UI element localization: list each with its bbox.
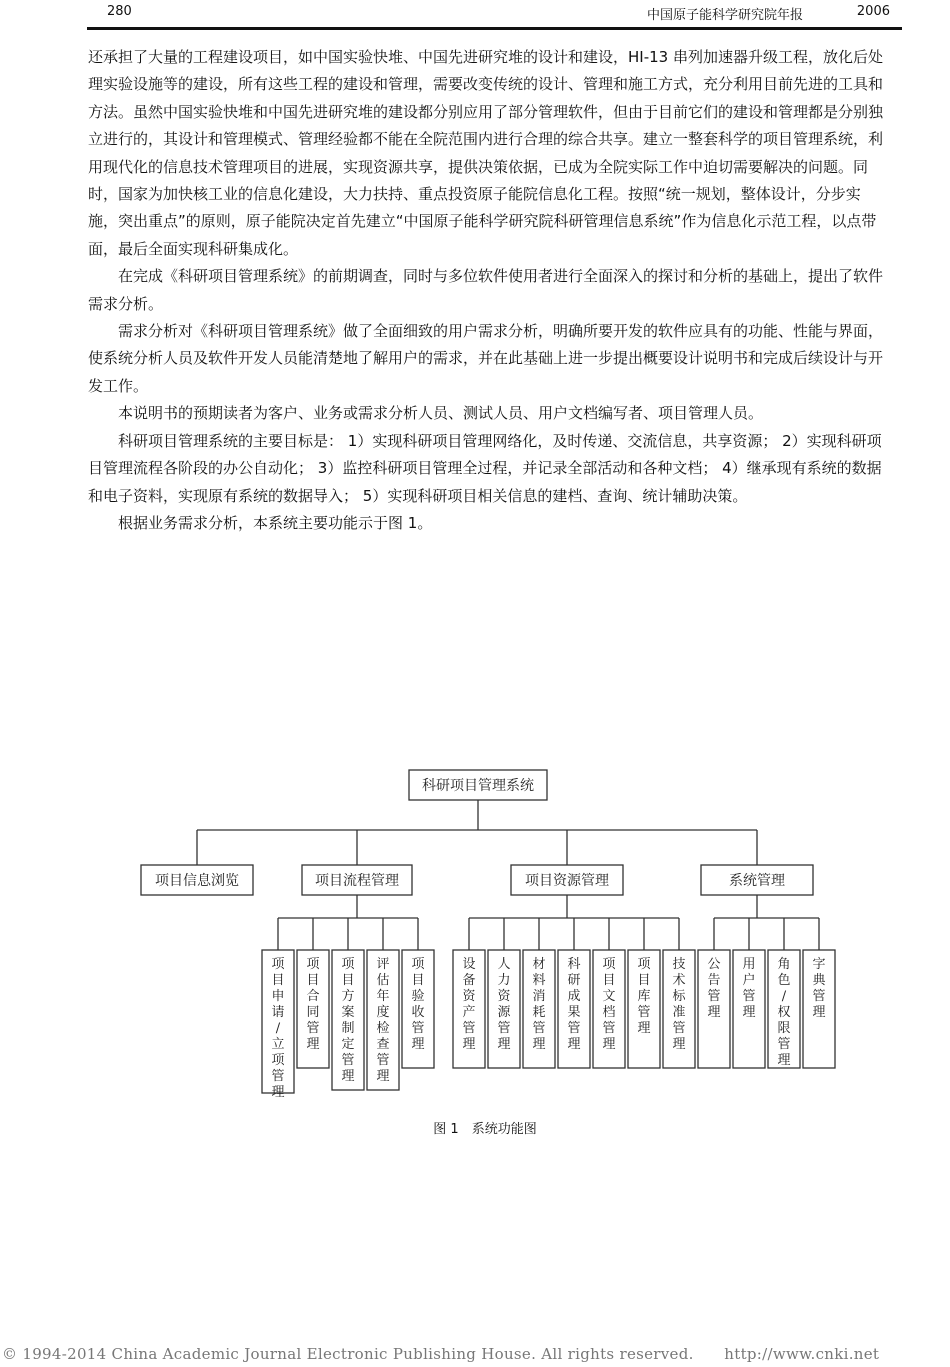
- paragraph: 根据业务需求分析，本系统主要功能示于图 1。: [118, 513, 433, 532]
- leaf-node-label: 设备资产管理: [462, 957, 476, 1052]
- journal-year: 2006: [856, 4, 890, 19]
- level1-node-label: 系统管理: [729, 873, 785, 889]
- figure-caption: 图 1 系统功能图: [433, 1122, 537, 1137]
- leaf-node-label: 用户管理: [742, 957, 756, 1020]
- paragraph: 还承担了大量的工程建设项目，如中国实验快堆、中国先进研究堆的设计和建设，HI-13 串列加速器升级工程，放化后处理实验设施等的建设，所有这些工程的建设和管理，需要改变传统的设计、管理和施工方式，充分利用目前先进的工具和方法。虽然中国实验快堆和中国先进研究堆的建设都分别应用了部分管理软件，但由于目前它们的建设和管理都是分别独立进行的，其设计和管理模式、管理经验都不能在全院范围内进行合理的综合共享。建立一整套科学的项目管理系统，利用现代化的信息技术管理项目的进展，实现资源共享，提供决策依据，已成为全院实际工作中迫切需要解决的问题。同时，国家为加快核工业的信息化建设，大力扶持、重点投资原子能院信息化工程。按照“统一规划，整体设计，分步实施，突出重点”的原则，原子能院决定首先建立“中国原子能科学研究院科研管理信息系统”作为信息化示范工程，以点带面，最后全面实现科研集成化。: [88, 48, 884, 258]
- leaf-node-label: 字典管理: [812, 957, 826, 1020]
- journal-name: 中国原子能科学研究院年报: [647, 8, 804, 23]
- leaf-node-label: 项目申请/立项管理: [271, 957, 285, 1100]
- paragraph: 需求分析对《科研项目管理系统》做了全面细致的用户需求分析，明确所要开发的软件应具有的功能、性能与界面，使系统分析人员及软件开发人员能清楚地了解用户的需求，并在此基础上进一步提出概要设计说明书和完成后续设计与开发工作。: [88, 322, 884, 395]
- header-rule: [87, 27, 902, 30]
- leaf-node-label: 人力资源管理: [497, 957, 511, 1052]
- level1-node-label: 项目资源管理: [525, 873, 609, 889]
- paragraph: 本说明书的预期读者为客户、业务或需求分析人员、测试人员、用户文档编写者、项目管理人员。: [118, 404, 764, 423]
- paragraph: 在完成《科研项目管理系统》的前期调查，同时与多位软件使用者进行全面深入的探讨和分析的基础上，提出了软件需求分析。: [88, 267, 884, 313]
- leaf-node-label: 技术标准管理: [672, 957, 686, 1052]
- leaf-node-label: 材料消耗管理: [532, 957, 546, 1052]
- level1-node-label: 项目信息浏览: [155, 873, 239, 889]
- leaf-node-label: 角色/权限管理: [777, 957, 791, 1068]
- root-node-label: 科研项目管理系统: [422, 778, 534, 794]
- paragraph: 科研项目管理系统的主要目标是： 1）实现科研项目管理网络化，及时传递、交流信息，共享资源； 2）实现科研项目管理流程各阶段的办公自动化； 3）监控科研项目管理全过程，并记录全部活动和各种文档； 4）继承现有系统的数据和电子资料，实现原有系统的数据导入； 5）实现科研项目相关信息的建档、查询、统计辅助决策。: [88, 431, 882, 505]
- leaf-node-label: 项目库管理: [637, 957, 651, 1036]
- leaf-node-label: 项目验收管理: [411, 957, 425, 1052]
- body-text: [88, 44, 888, 537]
- level1-node-label: 项目流程管理: [315, 873, 399, 889]
- copyright-footer: [0, 1343, 950, 1364]
- page-header: [87, 0, 902, 30]
- copyright-text: © 1994-2014 China Academic Journal Electronic Publishing House. All rights reserved. http://www.cnki.net: [2, 1345, 880, 1363]
- leaf-node-label: 评估年度检查管理: [376, 957, 390, 1084]
- leaf-node-label: 项目文档管理: [602, 957, 616, 1052]
- diagram-canvas: [130, 760, 850, 1100]
- leaf-node-label: 项目合同管理: [306, 957, 320, 1052]
- system-function-diagram: [130, 760, 850, 1100]
- page-number: 280: [107, 4, 132, 19]
- leaf-node-label: 公告管理: [707, 957, 721, 1020]
- leaf-node-label: 科研成果管理: [567, 957, 581, 1052]
- leaf-node-label: 项目方案制定管理: [341, 957, 355, 1084]
